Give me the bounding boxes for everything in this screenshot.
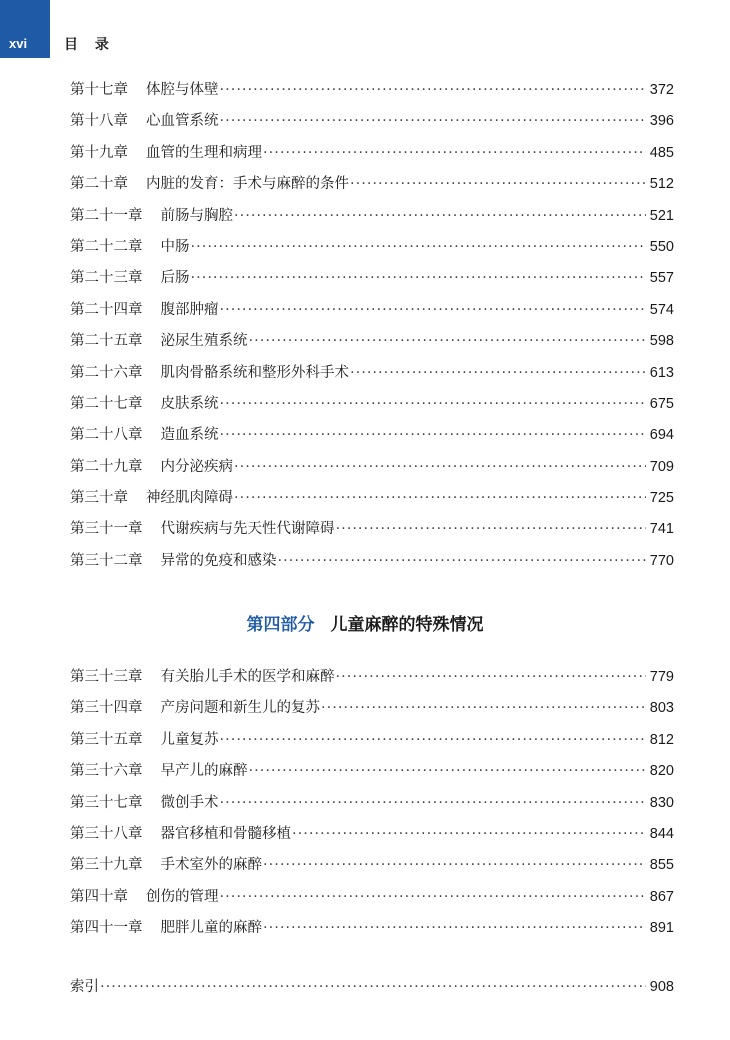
chapter-title: 后肠 [160, 270, 190, 287]
leader-dots [292, 824, 646, 844]
chapter-number: 第十九章 [70, 144, 128, 161]
page-ref: 855 [649, 857, 674, 874]
page-ref: 485 [649, 144, 674, 161]
leader-dots [336, 667, 646, 687]
toc-row[interactable] [70, 80, 674, 111]
chapter-title: 造血系统 [160, 427, 219, 444]
toc-row[interactable] [70, 761, 674, 792]
chapter-title: 前肠与胸腔 [160, 207, 233, 224]
leader-dots [234, 457, 646, 477]
chapter-title: 体腔与体壁 [146, 82, 219, 98]
chapter-title: 皮肤系统 [160, 395, 219, 412]
leader-dots [191, 268, 646, 288]
toc-row[interactable] [70, 519, 674, 550]
page-ref: 803 [649, 700, 674, 717]
chapter-number: 第二十一章 [70, 207, 143, 224]
chapter-number: 第三十六章 [70, 763, 143, 780]
leader-dots [220, 793, 646, 813]
page-ref: 770 [649, 552, 674, 569]
leader-dots [220, 887, 646, 907]
page-ref: 613 [649, 364, 674, 381]
toc-row[interactable] [70, 887, 674, 918]
page-ref: 741 [649, 521, 674, 538]
leader-dots [191, 237, 646, 257]
toc-row[interactable] [70, 667, 674, 698]
toc-row[interactable] [70, 855, 674, 886]
leader-dots [278, 551, 646, 571]
chapter-title: 肥胖儿童的麻醉 [160, 920, 262, 937]
chapter-number: 第十七章 [70, 82, 128, 98]
chapter-number: 第二十八章 [70, 427, 143, 444]
leader-dots [263, 918, 646, 938]
chapter-number: 第四十章 [70, 888, 128, 905]
toc-row[interactable] [70, 300, 674, 331]
chapter-title: 手术室外的麻醉 [160, 857, 262, 874]
page-ref: 512 [649, 176, 674, 193]
leader-dots [263, 855, 646, 875]
leader-dots [220, 394, 646, 414]
toc-row[interactable] [70, 698, 674, 729]
chapter-title: 腹部肿瘤 [160, 301, 219, 318]
chapter-title: 肌肉骨骼系统和整形外科手术 [160, 364, 349, 381]
chapter-title: 神经肌肉障碍 [146, 490, 233, 507]
chapter-title: 心血管系统 [146, 113, 219, 130]
chapter-number: 第二十六章 [70, 364, 143, 381]
chapter-number: 第二十四章 [70, 301, 143, 318]
page-ref: 830 [649, 794, 674, 811]
page-ref: 725 [649, 490, 674, 507]
chapter-title: 有关胎儿手术的医学和麻醉 [160, 669, 335, 685]
page-ref: 844 [649, 825, 674, 842]
leader-dots [220, 730, 646, 750]
page-ref: 709 [649, 458, 674, 475]
page-ref: 908 [649, 979, 674, 995]
leader-dots [220, 111, 646, 131]
page-ref: 891 [649, 920, 674, 937]
leader-dots [100, 977, 646, 997]
leader-dots [249, 331, 646, 351]
chapter-number: 第二十九章 [70, 458, 143, 475]
chapter-number: 第三十三章 [70, 669, 143, 685]
toc-row[interactable] [70, 174, 674, 205]
chapter-number: 第三十七章 [70, 794, 143, 811]
section-part-label: 第四部分 [246, 615, 315, 635]
toc-index [70, 977, 674, 1008]
chapter-number: 第十八章 [70, 113, 128, 130]
chapter-number: 第三十二章 [70, 552, 143, 569]
toc-row[interactable] [70, 111, 674, 142]
chapter-title: 中肠 [160, 238, 190, 255]
chapter-number: 第二十二章 [70, 238, 143, 255]
toc-row[interactable] [70, 363, 674, 394]
leader-dots [321, 698, 646, 718]
toc-row[interactable] [70, 425, 674, 456]
toc-row[interactable] [70, 824, 674, 855]
leader-dots [263, 143, 646, 163]
page-ref: 675 [649, 395, 674, 412]
section-title-text: 儿童麻醉的特殊情况 [330, 615, 484, 635]
page-number: xvi [9, 36, 28, 51]
chapter-title: 血管的生理和病理 [146, 144, 262, 161]
chapter-number: 第三十九章 [70, 857, 143, 874]
toc-row[interactable] [70, 730, 674, 761]
chapter-title: 微创手术 [160, 794, 219, 811]
toc-row[interactable] [70, 237, 674, 268]
leader-dots [220, 425, 646, 445]
leader-dots [234, 488, 646, 508]
chapter-number: 第四十一章 [70, 920, 143, 937]
toc-row[interactable] [70, 268, 674, 299]
chapter-number: 第二十七章 [70, 395, 143, 412]
page-ref: 396 [649, 113, 674, 130]
chapter-number: 第三十八章 [70, 825, 143, 842]
chapter-number: 第三十一章 [70, 521, 143, 538]
chapter-title: 器官移植和骨髓移植 [160, 825, 291, 842]
chapter-title: 内脏的发育：手术与麻醉的条件 [146, 176, 349, 193]
toc-list-part-three [70, 80, 674, 582]
toc-row[interactable] [70, 331, 674, 362]
leader-dots [350, 363, 646, 383]
toc-row[interactable] [70, 793, 674, 824]
leader-dots [220, 80, 646, 100]
chapter-title: 异常的免疫和感染 [160, 552, 277, 569]
chapter-number: 第二十三章 [70, 270, 143, 287]
chapter-title: 内分泌疾病 [160, 458, 233, 475]
page-ref: 867 [649, 888, 674, 905]
index-label: 索引 [70, 979, 99, 995]
chapter-title: 创伤的管理 [146, 888, 219, 905]
page-ref: 812 [649, 731, 674, 748]
index-row[interactable] [70, 977, 674, 1008]
toc-row[interactable] [70, 143, 674, 174]
toc-row[interactable] [70, 918, 674, 949]
chapter-number: 第三十章 [70, 490, 128, 507]
toc-row[interactable] [70, 394, 674, 425]
section-heading [0, 610, 730, 635]
running-header-title: 目 录 [64, 37, 115, 53]
leader-dots [220, 300, 646, 320]
page-ref: 694 [649, 427, 674, 444]
toc-row[interactable] [70, 551, 674, 582]
page-ref: 574 [649, 301, 674, 318]
chapter-number: 第三十四章 [70, 700, 143, 717]
page-ref: 521 [649, 207, 674, 224]
chapter-number: 第三十五章 [70, 731, 143, 748]
leader-dots [249, 761, 646, 781]
leader-dots [336, 519, 646, 539]
toc-row[interactable] [70, 206, 674, 237]
page-ref: 550 [649, 238, 674, 255]
chapter-title: 儿童复苏 [160, 731, 219, 748]
chapter-title: 代谢疾病与先天性代谢障碍 [160, 521, 335, 538]
chapter-title: 泌尿生殖系统 [160, 333, 248, 350]
page-ref: 779 [649, 669, 674, 685]
page-ref: 372 [649, 82, 674, 98]
toc-list-part-four [70, 667, 674, 950]
leader-dots [350, 174, 646, 194]
toc-row[interactable] [70, 457, 674, 488]
page-ref: 557 [649, 270, 674, 287]
page-ref: 598 [649, 333, 674, 350]
chapter-number: 第二十章 [70, 176, 128, 193]
leader-dots [234, 206, 646, 226]
page-ref: 820 [649, 763, 674, 780]
chapter-title: 产房问题和新生儿的复苏 [160, 700, 320, 717]
chapter-title: 早产儿的麻醉 [160, 763, 248, 780]
chapter-number: 第二十五章 [70, 333, 143, 350]
toc-row[interactable] [70, 488, 674, 519]
